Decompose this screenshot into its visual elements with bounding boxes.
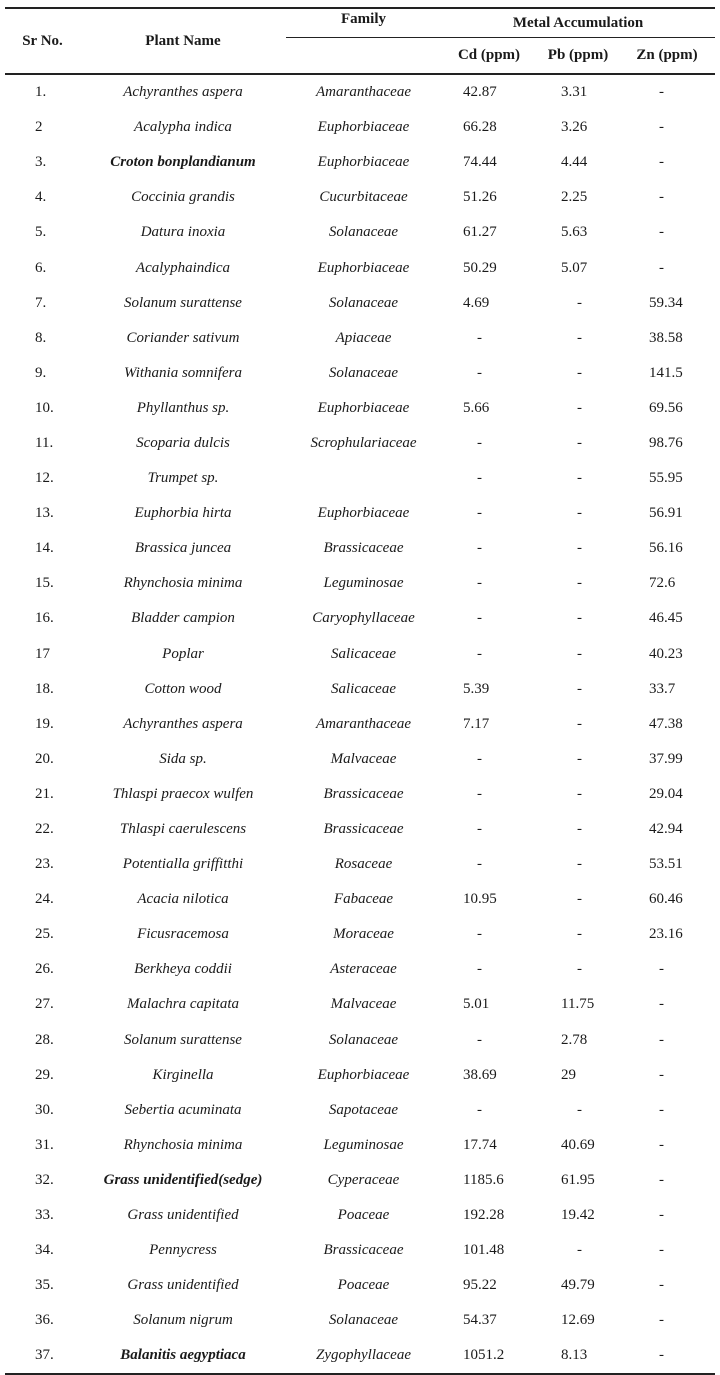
cell-sr-no: 13. xyxy=(35,505,54,522)
cell-sr-no: 17 xyxy=(35,645,50,662)
table-row xyxy=(5,1023,715,1058)
cell-pb: 3.26 xyxy=(561,119,588,136)
cell-family: Scrophulariaceae xyxy=(310,434,417,451)
cell-cd: 10.95 xyxy=(463,891,497,908)
table-row xyxy=(5,321,715,356)
cell-pb: - xyxy=(577,750,582,767)
table-row xyxy=(5,531,715,566)
cell-pb: - xyxy=(577,575,582,592)
cell-sr-no: 35. xyxy=(35,1277,54,1294)
cell-plant-name: Berkheya coddii xyxy=(134,961,232,978)
cell-pb: - xyxy=(577,294,582,311)
cell-family: Cyperaceae xyxy=(327,1171,400,1188)
cell-pb: 5.07 xyxy=(561,259,588,276)
cell-plant-name: Sida sp. xyxy=(159,750,207,767)
cell-cd: - xyxy=(477,364,482,381)
cell-pb: 61.95 xyxy=(561,1171,595,1188)
cell-pb: - xyxy=(577,785,582,802)
cell-cd: 1051.2 xyxy=(463,1347,505,1364)
cell-sr-no: 1. xyxy=(35,84,47,101)
cell-sr-no: 10. xyxy=(35,399,54,416)
table-row xyxy=(5,1093,715,1128)
header-sr-no: Sr No. xyxy=(22,32,63,49)
cell-plant-name: Brassica juncea xyxy=(134,540,232,557)
cell-sr-no: 22. xyxy=(35,821,54,838)
cell-cd: - xyxy=(477,926,482,943)
cell-zn: - xyxy=(659,1066,664,1083)
table-row xyxy=(5,391,715,426)
table-row xyxy=(5,1128,715,1163)
table-row xyxy=(5,286,715,321)
cell-pb: - xyxy=(577,434,582,451)
cell-plant-name: Coriander sativum xyxy=(126,329,240,346)
cell-family: Brassicaceae xyxy=(323,1242,404,1259)
cell-zn: 56.16 xyxy=(649,540,683,557)
table-row xyxy=(5,74,715,110)
cell-sr-no: 24. xyxy=(35,891,54,908)
cell-zn: - xyxy=(659,961,664,978)
table-row xyxy=(5,672,715,707)
header-cd: Cd (ppm) xyxy=(457,47,521,63)
cell-cd: 5.01 xyxy=(463,996,490,1013)
cell-cd: - xyxy=(477,540,482,557)
cell-cd: - xyxy=(477,329,482,346)
cell-pb: - xyxy=(577,856,582,873)
table-row xyxy=(5,707,715,742)
cell-plant-name: Sebertia acuminata xyxy=(124,1101,242,1118)
table-row xyxy=(5,461,715,496)
cell-family: Euphorbiaceae xyxy=(317,154,410,171)
table-row xyxy=(5,1303,715,1338)
cell-sr-no: 21. xyxy=(35,785,54,802)
cell-cd: 101.48 xyxy=(463,1242,505,1259)
cell-plant-name: Rhynchosia minima xyxy=(123,575,243,592)
cell-cd: - xyxy=(477,785,482,802)
cell-sr-no: 20. xyxy=(35,750,54,767)
cell-sr-no: 11. xyxy=(35,434,54,451)
cell-family: Rosaceae xyxy=(334,856,393,873)
cell-family: Brassicaceae xyxy=(323,785,404,802)
cell-plant-name: Grass unidentified(sedge) xyxy=(103,1171,263,1188)
cell-cd: 42.87 xyxy=(463,84,497,101)
cell-zn: - xyxy=(659,1277,664,1294)
cell-zn: 72.6 xyxy=(649,575,676,592)
cell-plant-name: Kirginella xyxy=(152,1066,214,1083)
cell-cd: - xyxy=(477,961,482,978)
cell-zn: 55.95 xyxy=(649,470,683,487)
cell-pb: 40.69 xyxy=(561,1136,595,1153)
cell-pb: - xyxy=(577,715,582,732)
cell-zn: - xyxy=(659,1101,664,1118)
cell-pb: - xyxy=(577,364,582,381)
cell-plant-name: Rhynchosia minima xyxy=(123,1136,243,1153)
cell-plant-name: Datura inoxia xyxy=(140,224,226,241)
cell-sr-no: 2 xyxy=(35,119,43,136)
table-row xyxy=(5,952,715,987)
table-row xyxy=(5,1233,715,1268)
cell-cd: 7.17 xyxy=(463,715,490,732)
cell-family: Solanaceae xyxy=(328,364,399,381)
cell-zn: 38.58 xyxy=(649,329,683,346)
cell-family: Poaceae xyxy=(337,1277,390,1294)
cell-cd: 50.29 xyxy=(463,259,497,276)
table-row xyxy=(5,1058,715,1093)
cell-family: Euphorbiaceae xyxy=(317,259,410,276)
cell-cd: 4.69 xyxy=(463,294,490,311)
cell-sr-no: 15. xyxy=(35,575,54,592)
cell-pb: - xyxy=(577,329,582,346)
cell-cd: - xyxy=(477,1031,482,1048)
header-metal-accumulation: Metal Accumulation xyxy=(441,8,715,38)
cell-plant-name: Solanum nigrum xyxy=(133,1312,233,1329)
cell-sr-no: 12. xyxy=(35,470,54,487)
cell-sr-no: 32. xyxy=(35,1171,54,1188)
cell-zn: - xyxy=(659,1031,664,1048)
cell-family: Cucurbitaceae xyxy=(319,189,408,206)
table-body xyxy=(5,74,715,1374)
cell-plant-name: Thlaspi caerulescens xyxy=(119,821,247,838)
cell-zn: - xyxy=(659,119,664,136)
cell-plant-name: Ficusracemosa xyxy=(137,926,229,943)
cell-pb: 2.25 xyxy=(561,189,588,206)
table-row xyxy=(5,637,715,672)
cell-family: Malvaceae xyxy=(330,996,397,1013)
cell-pb: 3.31 xyxy=(561,84,588,101)
cell-zn: - xyxy=(659,1347,664,1364)
cell-family xyxy=(286,461,441,496)
cell-zn: 42.94 xyxy=(649,821,683,838)
cell-plant-name: Pennycress xyxy=(149,1242,217,1259)
cell-plant-name: Poplar xyxy=(162,645,204,662)
cell-zn: 23.16 xyxy=(649,926,683,943)
table-row xyxy=(5,1198,715,1233)
cell-zn: 60.46 xyxy=(649,891,683,908)
cell-cd: 5.66 xyxy=(463,399,490,416)
cell-zn: 47.38 xyxy=(649,715,683,732)
cell-family: Poaceae xyxy=(337,1207,390,1224)
cell-plant-name: Acacia nilotica xyxy=(137,891,229,908)
cell-family: Apiaceae xyxy=(335,329,392,346)
cell-sr-no: 5. xyxy=(35,224,47,241)
cell-pb: - xyxy=(577,610,582,627)
cell-sr-no: 16. xyxy=(35,610,54,627)
cell-cd: 54.37 xyxy=(463,1312,497,1329)
cell-pb: - xyxy=(577,891,582,908)
cell-family: Solanaceae xyxy=(328,224,399,241)
cell-cd: - xyxy=(477,1101,482,1118)
cell-pb: 12.69 xyxy=(561,1312,595,1329)
table-row xyxy=(5,742,715,777)
table-row xyxy=(5,356,715,391)
cell-sr-no: 14. xyxy=(35,540,54,557)
cell-sr-no: 33. xyxy=(35,1207,54,1224)
cell-plant-name: Grass unidentified xyxy=(127,1277,239,1294)
cell-sr-no: 18. xyxy=(35,680,54,697)
header-pb: Pb (ppm) xyxy=(547,47,609,63)
cell-family: Amaranthaceae xyxy=(316,84,411,101)
cell-pb: 2.78 xyxy=(561,1031,588,1048)
table-header xyxy=(5,8,715,74)
cell-sr-no: 6. xyxy=(35,259,47,276)
table-row xyxy=(5,601,715,636)
cell-pb: - xyxy=(577,926,582,943)
cell-cd: 1185.6 xyxy=(463,1171,504,1188)
cell-plant-name: Acalyphaindica xyxy=(135,259,231,276)
cell-plant-name: Acalypha indica xyxy=(134,119,232,136)
cell-family: Brassicaceae xyxy=(323,540,404,557)
header-family-spacer xyxy=(286,38,441,75)
cell-sr-no: 3. xyxy=(35,154,47,171)
cell-pb: - xyxy=(577,961,582,978)
cell-plant-name: Solanum surattense xyxy=(124,294,242,311)
cell-sr-no: 8. xyxy=(35,329,47,346)
header-plant-name: Plant Name xyxy=(145,32,221,49)
cell-pb: - xyxy=(577,470,582,487)
cell-cd: - xyxy=(477,856,482,873)
cell-pb: - xyxy=(577,680,582,697)
cell-family: Leguminosae xyxy=(323,575,404,592)
cell-zn: - xyxy=(659,259,664,276)
header-zn: Zn (ppm) xyxy=(636,47,698,63)
cell-cd: - xyxy=(477,434,482,451)
table-row xyxy=(5,426,715,461)
cell-zn: - xyxy=(659,154,664,171)
cell-sr-no: 7. xyxy=(35,294,47,311)
cell-family: Solanaceae xyxy=(328,1031,399,1048)
cell-zn: 40.23 xyxy=(649,645,683,662)
cell-sr-no: 4. xyxy=(35,189,47,206)
cell-zn: 37.99 xyxy=(649,750,683,767)
cell-plant-name: Scoparia dulcis xyxy=(136,434,230,451)
cell-family: Solanaceae xyxy=(328,1312,399,1329)
cell-family: Fabaceae xyxy=(333,891,394,908)
table-row xyxy=(5,1338,715,1374)
table-row xyxy=(5,1268,715,1303)
cell-zn: 56.91 xyxy=(649,505,683,522)
cell-pb: - xyxy=(577,540,582,557)
cell-plant-name: Achyranthes aspera xyxy=(123,715,243,732)
cell-pb: 19.42 xyxy=(561,1207,595,1224)
cell-sr-no: 34. xyxy=(35,1242,54,1259)
table-row xyxy=(5,987,715,1022)
cell-cd: 5.39 xyxy=(463,680,490,697)
table-row xyxy=(5,496,715,531)
cell-plant-name: Withania somnifera xyxy=(124,364,242,381)
cell-zn: - xyxy=(659,189,664,206)
table-row xyxy=(5,250,715,285)
cell-plant-name: Euphorbia hirta xyxy=(134,505,232,522)
cell-cd: - xyxy=(477,505,482,522)
cell-sr-no: 29. xyxy=(35,1066,54,1083)
cell-cd: 61.27 xyxy=(463,224,497,241)
cell-pb: - xyxy=(577,399,582,416)
cell-sr-no: 36. xyxy=(35,1312,54,1329)
table-row xyxy=(5,566,715,601)
cell-plant-name: Achyranthes aspera xyxy=(123,84,243,101)
cell-cd: 74.44 xyxy=(463,154,497,171)
cell-zn: 69.56 xyxy=(649,399,683,416)
cell-family: Leguminosae xyxy=(323,1136,404,1153)
cell-family: Moraceae xyxy=(333,926,394,943)
cell-pb: - xyxy=(577,1101,582,1118)
cell-zn: - xyxy=(659,224,664,241)
table-row xyxy=(5,145,715,180)
cell-family: Caryophyllaceae xyxy=(312,610,415,627)
cell-plant-name: Bladder campion xyxy=(131,610,235,627)
cell-zn: - xyxy=(659,1171,664,1188)
cell-plant-name: Coccinia grandis xyxy=(131,189,235,206)
cell-zn: - xyxy=(659,996,664,1013)
cell-cd: 95.22 xyxy=(463,1277,497,1294)
cell-sr-no: 30. xyxy=(35,1101,54,1118)
cell-plant-name: Phyllanthus sp. xyxy=(136,399,230,416)
cell-family: Malvaceae xyxy=(330,750,397,767)
cell-pb: 5.63 xyxy=(561,224,588,241)
cell-cd: 66.28 xyxy=(463,119,497,136)
cell-plant-name: Malachra capitata xyxy=(126,996,240,1013)
cell-family: Solanaceae xyxy=(328,294,399,311)
table-row xyxy=(5,777,715,812)
cell-sr-no: 37. xyxy=(35,1347,54,1364)
table-row xyxy=(5,1163,715,1198)
cell-zn: 46.45 xyxy=(649,610,683,627)
cell-pb: - xyxy=(577,505,582,522)
cell-plant-name: Potentialla griffitthi xyxy=(122,856,244,873)
cell-plant-name: Croton bonplandianum xyxy=(110,154,256,171)
cell-family: Salicaceae xyxy=(331,645,396,662)
cell-plant-name: Balanitis aegyptiaca xyxy=(120,1347,246,1364)
cell-sr-no: 23. xyxy=(35,856,54,873)
cell-cd: - xyxy=(477,750,482,767)
table-row xyxy=(5,847,715,882)
cell-cd: 38.69 xyxy=(463,1066,497,1083)
cell-family: Euphorbiaceae xyxy=(317,1066,410,1083)
cell-sr-no: 26. xyxy=(35,961,54,978)
cell-family: Salicaceae xyxy=(331,680,396,697)
cell-plant-name: Solanum surattense xyxy=(124,1031,242,1048)
cell-family: Euphorbiaceae xyxy=(317,505,410,522)
cell-cd: 17.74 xyxy=(463,1136,497,1153)
cell-cd: 51.26 xyxy=(463,189,497,206)
cell-plant-name: Trumpet sp. xyxy=(147,470,219,487)
cell-family: Zygophyllaceae xyxy=(316,1347,411,1364)
cell-zn: 53.51 xyxy=(649,856,683,873)
cell-pb: 8.13 xyxy=(561,1347,588,1364)
cell-sr-no: 25. xyxy=(35,926,54,943)
cell-pb: - xyxy=(577,821,582,838)
cell-family: Euphorbiaceae xyxy=(317,119,410,136)
table-row xyxy=(5,110,715,145)
cell-sr-no: 9. xyxy=(35,364,47,381)
cell-plant-name: Thlaspi praecox wulfen xyxy=(112,785,254,802)
cell-plant-name: Cotton wood xyxy=(144,680,222,697)
cell-cd: - xyxy=(477,575,482,592)
cell-cd: - xyxy=(477,821,482,838)
table-row xyxy=(5,882,715,917)
cell-cd: - xyxy=(477,610,482,627)
cell-sr-no: 27. xyxy=(35,996,54,1013)
cell-family: Euphorbiaceae xyxy=(317,399,410,416)
cell-family: Amaranthaceae xyxy=(316,715,411,732)
cell-zn: 141.5 xyxy=(649,364,683,381)
cell-pb: 11.75 xyxy=(561,996,595,1013)
cell-pb: 4.44 xyxy=(561,154,588,171)
cell-pb: 29 xyxy=(561,1066,576,1083)
cell-pb: - xyxy=(577,645,582,662)
cell-family: Brassicaceae xyxy=(323,821,404,838)
cell-zn: 59.34 xyxy=(649,294,683,311)
table-row xyxy=(5,917,715,952)
table-row xyxy=(5,180,715,215)
cell-zn: - xyxy=(659,1207,664,1224)
cell-zn: 33.7 xyxy=(649,680,676,697)
cell-sr-no: 28. xyxy=(35,1031,54,1048)
cell-zn: 29.04 xyxy=(649,785,683,802)
cell-pb: - xyxy=(577,1242,582,1259)
cell-sr-no: 19. xyxy=(35,715,54,732)
cell-plant-name: Grass unidentified xyxy=(127,1207,239,1224)
metal-accumulation-table xyxy=(5,7,715,1375)
cell-cd: - xyxy=(477,470,482,487)
cell-zn: 98.76 xyxy=(649,434,683,451)
cell-cd: - xyxy=(477,645,482,662)
table-row xyxy=(5,812,715,847)
header-family: Family xyxy=(286,8,441,38)
cell-zn: - xyxy=(659,1242,664,1259)
table-row xyxy=(5,215,715,250)
cell-family: Sapotaceae xyxy=(328,1101,399,1118)
cell-sr-no: 31. xyxy=(35,1136,54,1153)
cell-zn: - xyxy=(659,1136,664,1153)
cell-zn: - xyxy=(659,1312,664,1329)
cell-pb: 49.79 xyxy=(561,1277,595,1294)
cell-zn: - xyxy=(659,84,664,101)
cell-cd: 192.28 xyxy=(463,1207,505,1224)
cell-family: Asteraceae xyxy=(330,961,397,978)
